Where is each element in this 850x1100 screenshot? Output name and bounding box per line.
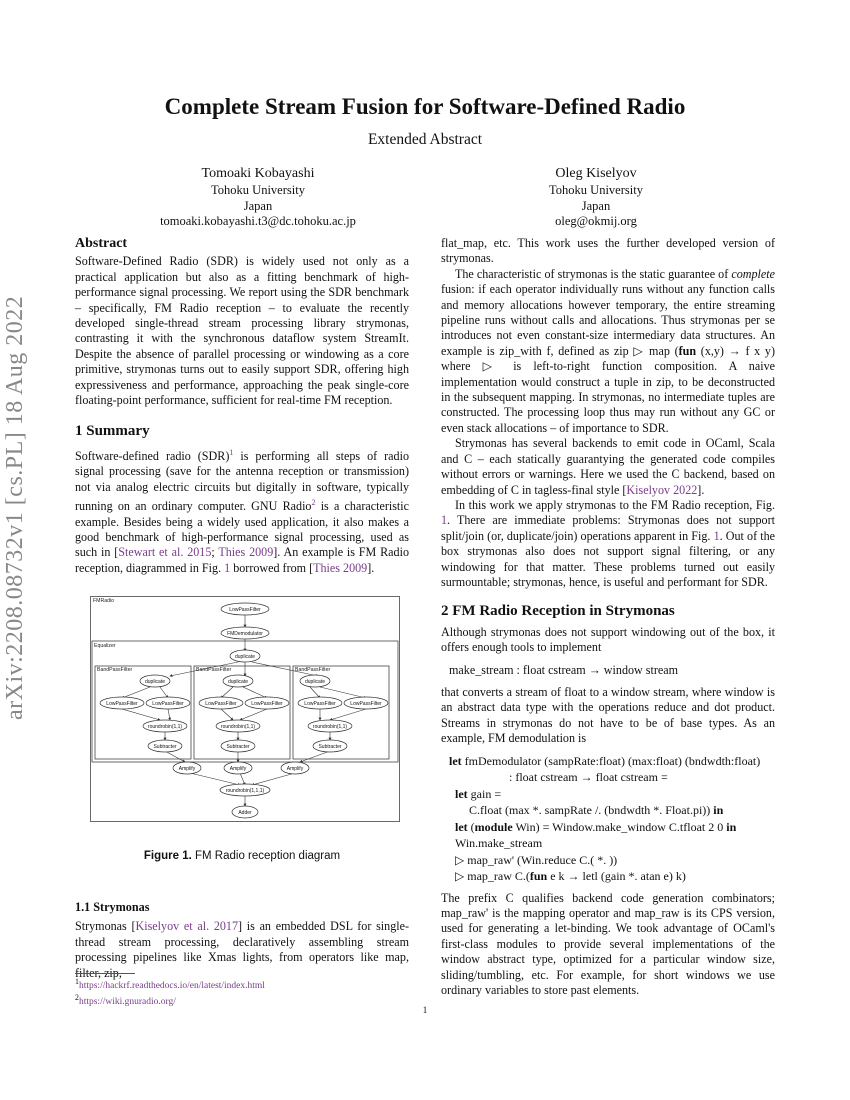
left-column [75,236,409,576]
code-line: ▷ map_raw' (Win.reduce C.( *. )) [455,852,618,867]
paragraph: The characteristic of strymonas is the static guarantee of complete fusion: if each operator individually runs without any function calls and memory allocations however temporary, the entire streaming pipeline runs without calls and allocations. Thus strymonas per se introduces not even constant-size intermediary data structures. An example is zip_with f, defined as zip ▷ map (fun (x,y) → f x y) where ▷ is left-to-right function composition. A naive implementation would construct a tuple in zip, to be deconstructed in the subsequent mapping. In strymonas, no intermediate tuples are constructed. The processing loop thus may run without any GC or even stack allocations – of importance to SDR. [441,266,775,435]
citation-link[interactable]: Stewart et al. 2015 [118,545,212,560]
section-1-heading: 1 Summary [75,423,150,440]
paragraph: Strymonas has several backends to emit code in OCaml, Scala and C – each statically guarantying the generated code compiles without errors or warnings. Here we used the C backend, based on embedding of C in tagless-final style [Kiselyov 2022]. [441,436,775,497]
author-name: Oleg Kiselyov [555,166,637,181]
label-fmradio: FMRadio [93,598,115,604]
node-amplify: Amplify [229,766,247,772]
node-roundrobin: roundrobin(1,1) [147,724,183,730]
node-lowpass: LowPassFilter [304,701,336,707]
label-equalizer: Equalizer [94,643,116,649]
node-subtracter: Subtracter [318,744,342,750]
figure-ref-link[interactable]: 1 [713,528,720,543]
node-lowpass: LowPassFilter [350,701,382,707]
node-roundrobin: roundrobin(1,1) [312,724,348,730]
code-listing [441,753,775,885]
summary-paragraph: Software-defined radio (SDR)$^1$ is performing all steps of radio signal processing (save for the antenna reception or transmission) not via analog electric circuits but digitally in software, typically running on an ordinary computer. GNU Radio$^2$ is a characteristic example. Besides being a widely used application, it also makes a good benchmark of high-performance signal processing, used as such in [Stewart et al. 2015; Thies 2009]. An example is FM Radio reception, diagrammed in Fig. 1 borrowed from [Thies 2009]. [75,447,410,575]
paper-subtitle: Extended Abstract [367,131,483,148]
citation-link[interactable]: Thies 2009 [313,560,368,575]
code-line: let (module Win) = Window.make_window C.tfloat 2 0 in [455,819,737,834]
paragraph: The prefix C qualifies backend code generation combinators; map_raw' is the mapping operator and map_raw is its CPS version, used for generating a let-binding. We took advantage of OCaml's first-class modules to provide several implementations of the window abstract type, optimized for a particular window size, sliding/tumbling, etc. For example, for short windows we use ordinary variables to store past elements. [441,890,775,998]
author-email[interactable]: tomoaki.kobayashi.t3@dc.tohoku.ac.jp [160,214,356,228]
figure-ref-link[interactable]: 1 [441,513,448,528]
code-line: : float cstream → float cstream = [509,770,668,785]
arxiv-identifier: arXiv:2208.08732v1 [cs.PL] 18 Aug 2022 [2,295,28,720]
strymonas-paragraph: Strymonas [Kiselyov et al. 2017] is an embedded DSL for single-thread stream processing, declaratively assembling stream processing pipelines like Xmas lights, from operators like map, filter, zip, [75,919,409,980]
footnote-link[interactable]: https://wiki.gnuradio.org/ [78,997,176,1008]
footnote-rule [75,973,135,974]
author-country: Japan [243,198,273,213]
node-duplicate: duplicate [234,654,256,660]
abstract-heading: Abstract [75,236,128,251]
node-subtracter: Subtracter [226,744,250,750]
label-bandpass: BandPassFilter [295,667,331,673]
figure-caption: Figure 1. FM Radio reception diagram [143,850,341,862]
figure-ref-link[interactable]: 1 [224,560,231,575]
footnote-2: $^2$https://wiki.gnuradio.org/ [75,993,176,1008]
author-email[interactable]: oleg@okmij.org [555,214,637,228]
node-amplify: Amplify [178,766,196,772]
author-country: Japan [581,198,611,213]
subsection-1-1-heading: 1.1 Strymonas [75,900,150,914]
type-signature: make_stream : float cstream → window stream [449,662,679,677]
author-affiliation: Tohoku University [211,183,305,197]
label-bandpass: BandPassFilter [196,667,232,673]
code-line: Win.make_stream [455,836,543,851]
paragraph: In this work we apply strymonas to the FM Radio reception, Fig. 1. There are immediate problems: Strymonas does not support split/join (or, duplicate/join) operations apparent in Fig. 1. Out of the box strymonas also does not support signal filtering, or any windowing for that matter. These problems turned out easily surmountable; strymonas, hence, is useful and performant for SDR. [441,497,775,589]
node-lowpass: LowPassFilter [205,701,237,707]
footnotes [75,973,409,1008]
paper-title: Complete Stream Fusion for Software-Defined Radio [164,94,686,119]
node-lowpass: LowPassFilter [152,701,184,707]
paragraph: Although strymonas does not support windowing out of the box, it offers enough tools to implement [441,624,775,655]
footnote-1: $^1$https://hackrf.readthedocs.io/en/latest/index.html [75,977,265,992]
footnote-ref-2[interactable]: 2 [311,498,316,508]
abstract-text: Software-Defined Radio (SDR) is widely used not only as a practical application but also as a fitting benchmark of high-performance signal processing. We report using the SDR benchmark – specifically, FM Radio reception – to evaluate the recently developed single-thread stream processing library strymonas, contrasting it with the synchronous dataflow system StreamIt. Despite the absence of parallel processing or windowing as a core primitive, strymonas turns out to easily support SDR, offering high expressiveness and performance, approaching the peak single-core floating-point performance, sufficient for real-time FM reception. [75,254,409,408]
node-roundrobin: roundrobin(1,1) [220,724,256,730]
author-1 [93,164,423,230]
node-duplicate: duplicate [304,679,326,685]
label-bandpass: BandPassFilter [97,667,133,673]
citation-link[interactable]: Kiselyov 2022 [626,482,698,497]
page-number: 1 [422,1005,428,1015]
author-name: Tomoaki Kobayashi [201,166,315,181]
node-duplicate: duplicate [227,679,249,685]
paragraph: flat_map, etc. This work uses the further developed version of strymonas. [441,236,775,266]
code-line: ▷ map_raw C.(fun e k → letl (gain *. atan e) k) [455,869,686,884]
footnote-ref-1[interactable]: 1 [229,447,234,457]
node-lowpass: LowPassFilter [251,701,283,707]
code-line: let gain = [455,786,502,801]
code-line: C.float (max *. sampRate /. (bndwdth *. Float.pi)) in [469,803,724,818]
node-subtracter: Subtracter [153,744,177,750]
right-column [441,236,775,998]
node-lowpass: LowPassFilter [106,701,138,707]
author-affiliation: Tohoku University [549,183,643,197]
node-duplicate: duplicate [144,679,166,685]
node-amplify: Amplify [286,766,304,772]
section-2-heading: 2 FM Radio Reception in Strymonas [441,603,675,620]
code-line: let fmDemodulator (sampRate:float) (max:float) (bndwdth:float) [449,753,761,768]
footnote-link[interactable]: https://hackrf.readthedocs.io/en/latest/index.html [78,981,265,992]
fm-radio-diagram [90,596,400,822]
paragraph: that converts a stream of float to a window stream, where window is an abstract data type with the operations reduce and dot product. Streams in strymonas do not have to be of base types. As an example, FM demodulation is [441,684,775,746]
citation-link[interactable]: Kiselyov et al. 2017 [135,919,239,934]
strymonas-subsection [75,900,409,981]
node-adder: Adder [238,810,252,816]
citation-link[interactable]: Thies 2009 [218,545,274,560]
node-roundrobin-111: roundrobin(1,1,1) [225,788,265,794]
node-lowpass-top: LowPassFilter [229,607,261,613]
author-2 [431,164,761,230]
node-fmdemod: FMDemodulator [227,631,263,637]
